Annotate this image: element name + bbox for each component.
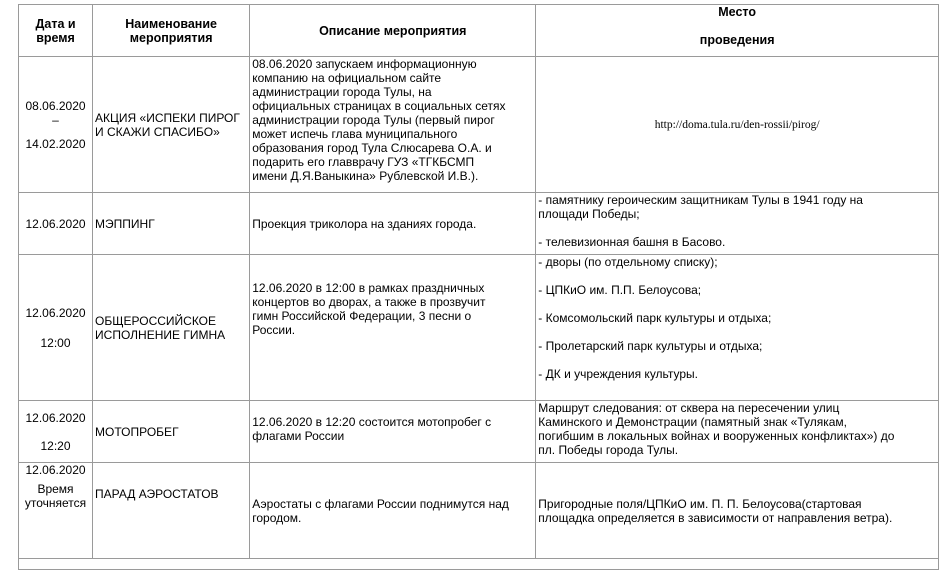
row-name (93, 57, 250, 193)
description-line: 08.06.2020 запускаем информационную (252, 57, 477, 71)
row-name (93, 401, 250, 463)
place-line: площадка определяется в зависимости от направления ветра). (538, 511, 893, 525)
row-description (250, 193, 536, 255)
row-date (19, 193, 93, 255)
table-row (19, 401, 939, 463)
date-gap (21, 320, 90, 336)
row-place (536, 463, 939, 559)
description-line: гимн Российской Федерации, 3 песни о (252, 309, 472, 323)
table-row (19, 57, 939, 193)
row-place (536, 401, 939, 463)
description-line: администрации города Тулы (первый пирог (252, 113, 495, 127)
description-line: 12.06.2020 в 12:00 в рамках праздничных (252, 281, 485, 295)
header-place-line: Место (718, 5, 757, 19)
date-line: 14.02.2020 (25, 136, 86, 151)
date-line: 12.06.2020 (25, 216, 86, 231)
place-line: - ЦПКиО им. П.П. Белоусова; (538, 283, 702, 297)
row-date (19, 401, 93, 463)
row-date (19, 57, 93, 193)
description-line: Проекция триколора на зданиях города. (252, 216, 477, 231)
header-description (250, 5, 536, 57)
row-place (536, 255, 939, 401)
place-line: - дворы (по отдельному списку); (538, 255, 718, 269)
header-place-line: проведения (699, 33, 775, 47)
description-line: концертов во дворах, а также в прозвучит (252, 295, 486, 309)
table-row (19, 193, 939, 255)
description-line: может испечь глава муниципального (252, 127, 458, 141)
date-line: 12.06.2020 (25, 410, 86, 425)
place-line: Маршрут следования: от сквера на пересечении улиц (538, 401, 840, 415)
description-line: имени Д.Я.Ваныкина» Рублевской И.В.). (252, 169, 479, 183)
row-date (19, 463, 93, 559)
description-line: 12.06.2020 в 12:20 состоится мотопробег с (252, 415, 492, 429)
date-line: уточняется (24, 496, 87, 510)
description-line: компанию на официальном сайте (252, 71, 442, 85)
place-line: - памятнику героическим защитникам Тулы в 1941 году на (538, 193, 863, 207)
row-description (250, 463, 536, 559)
row-name (93, 193, 250, 255)
event-name: МОТОПРОБЕГ (95, 424, 179, 439)
place-line: погибшим в локальных войнах и вооруженных конфликтах») до (538, 429, 895, 443)
header-date (19, 5, 93, 57)
header-name-line: мероприятия (129, 30, 213, 45)
event-name: ПАРАД АЭРОСТАТОВ (95, 487, 219, 501)
description-line: официальных страницах в социальных сетях (252, 99, 506, 113)
header-name-line: Наименование (125, 16, 217, 31)
date-line: 08.06.2020 (25, 98, 86, 113)
header-date-line: Дата и (35, 16, 76, 31)
date-line: 12.06.2020 (25, 463, 86, 477)
header-place (536, 5, 939, 57)
place-line: пл. Победы города Тулы. (538, 443, 679, 457)
row-place (536, 57, 939, 193)
row-description (250, 255, 536, 401)
description-line: подарить его главврачу ГУЗ «ТГКБСМП (252, 155, 475, 169)
empty-row (19, 559, 939, 570)
place-line: - Комсомольский парк культуры и отдыха; (538, 311, 772, 325)
header-name (93, 5, 250, 57)
description-line: городом. (252, 511, 302, 525)
place-line: площади Победы; (538, 207, 640, 221)
place-line: Каминского и Демонстрации (памятный знак «Тулякам, (538, 415, 847, 429)
place-line: Пригородные поля/ЦПКиО им. П. П. Белоусова(стартовая (538, 497, 862, 511)
event-name: ОБЩЕРОССИЙСКОЕ ИСПОЛНЕНИЕ ГИМНА (95, 313, 226, 342)
header-place-gap (538, 19, 936, 33)
row-date (19, 255, 93, 401)
place-gap (538, 221, 936, 235)
place-gap (538, 325, 936, 339)
place-gap (538, 353, 936, 367)
table-row (19, 463, 939, 559)
event-name: АКЦИЯ «ИСПЕКИ ПИРОГ И СКАЖИ СПАСИБО» (95, 110, 240, 139)
row-description (250, 401, 536, 463)
place-gap (538, 269, 936, 283)
date-line: Время (37, 482, 74, 496)
date-line: 12:00 (40, 335, 71, 350)
table-row (19, 255, 939, 401)
event-link[interactable]: http://doma.tula.ru/den-rossii/pirog/ (654, 119, 820, 131)
place-line: - ДК и учреждения культуры. (538, 367, 698, 381)
place-line: - телевизионная башня в Басово. (538, 235, 726, 249)
header-row (19, 5, 939, 57)
header-description-label: Описание мероприятия (319, 23, 467, 38)
date-line: – (52, 112, 59, 127)
description-line: Аэростаты с флагами России поднимутся над (252, 497, 509, 511)
description-line: флагами России (252, 429, 345, 443)
row-name (93, 255, 250, 401)
row-description (250, 57, 536, 193)
events-table (18, 4, 939, 570)
date-line: 12.06.2020 (25, 305, 86, 320)
description-line: России. (252, 323, 296, 337)
date-gap (21, 425, 90, 439)
place-line: - Пролетарский парк культуры и отдыха; (538, 339, 763, 353)
empty-cell (19, 559, 939, 570)
place-gap (538, 297, 936, 311)
row-name (93, 463, 250, 559)
description-line: администрации города Тулы, на (252, 85, 432, 99)
description-line: образования город Тула Слюсарева О.А. и (252, 141, 492, 155)
event-name: МЭППИНГ (95, 216, 155, 231)
date-line: 12:20 (40, 438, 71, 453)
header-date-line: время (36, 30, 75, 45)
row-place (536, 193, 939, 255)
